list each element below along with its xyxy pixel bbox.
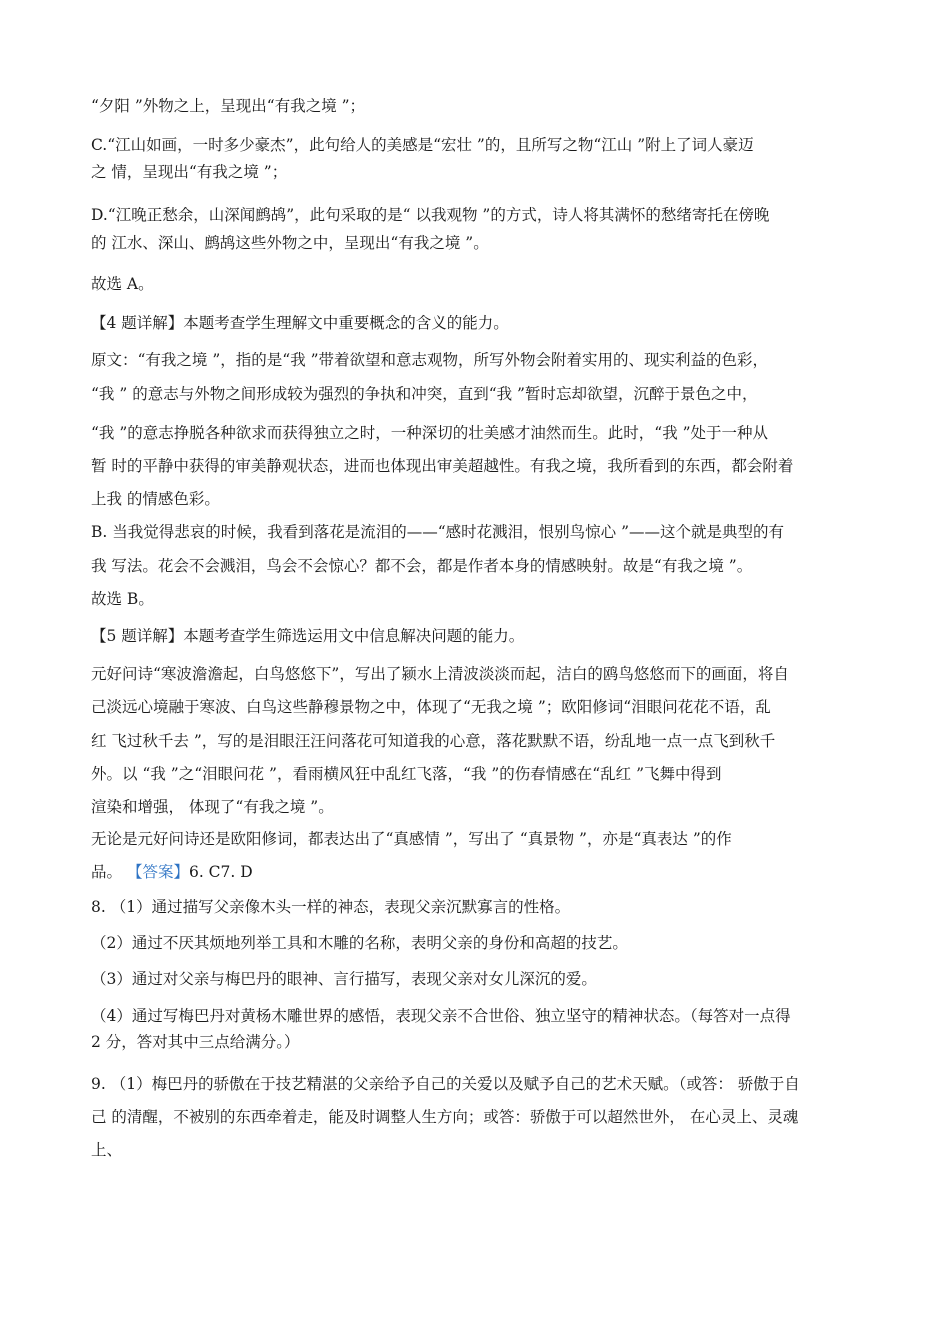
q8-line: 2 分，答对其中三点给满分。） — [91, 1033, 300, 1051]
text-line: C.“江山如画，一时多少豪杰”，此句给人的美感是“宏壮 ”的，且所写之物“江山 ”附上了词人豪迈 — [91, 136, 754, 154]
q9-line: 上、 — [91, 1141, 123, 1159]
text-line: 暂 时的平静中获得的审美静观状态，进而也体现出审美超越性。有我之境，我所看到的东西，都会附着 — [91, 457, 794, 475]
text-line: 的 江水、深山、鹧鸪这些外物之中，呈现出“有我之境 ”。 — [91, 234, 489, 252]
answer-line — [91, 862, 253, 882]
text-line: 无论是元好问诗还是欧阳修词，都表达出了“真感情 ”，写出了 “真景物 ”，亦是“真表达 ”的作 — [91, 830, 732, 848]
answer-text: 6. C7. D — [188, 863, 253, 881]
text-line: 己淡远心境融于寒波、白鸟这些静穆景物之中，体现了“无我之境 ”；欧阳修词“泪眼问花花不语，乱 — [91, 698, 771, 716]
text-line: “我 ”的意志挣脱各种欲求而获得独立之时，一种深切的壮美感才油然而生。此时，“我 ”处于一种从 — [91, 424, 769, 442]
text-line: 上我 的情感色彩。 — [91, 490, 220, 508]
q9-line: 9. （1）梅巴丹的骄傲在于技艺精湛的父亲给予自己的关爱以及赋予自己的艺术天赋。（或答： 骄傲于自 — [91, 1075, 800, 1093]
text-line: 故选 A。 — [91, 275, 154, 293]
q8-line: （3）通过对父亲与梅巴丹的眼神、言行描写，表现父亲对女儿深沉的爱。 — [91, 970, 597, 988]
text-line: 红 飞过秋千去 ”，写的是泪眼汪汪问落花可知道我的心意，落花默默不语，纷乱地一点一点飞到秋千 — [91, 732, 776, 750]
text-line: 我 写法。花会不会溅泪，鸟会不会惊心？都不会，都是作者本身的情感映射。故是“有我之境 ”。 — [91, 557, 753, 575]
text-line: D.“江晚正愁余，山深闻鹧鸪”，此句采取的是“ 以我观物 ”的方式，诗人将其满怀的愁绪寄托在傍晚 — [91, 206, 770, 224]
q9-line: 己 的清醒，不被别的东西牵着走，能及时调整人生方向；或答：骄傲于可以超然世外， 在心灵上、灵魂 — [91, 1108, 799, 1126]
text-line: 元好问诗“寒波澹澹起，白鸟悠悠下”，写出了颍水上清波淡淡而起，洁白的鸥鸟悠悠而下的画面，将自 — [91, 665, 789, 683]
q8-line: （4）通过写梅巴丹对黄杨木雕世界的感悟，表现父亲不合世俗、独立坚守的精神状态。（每答对一点得 — [91, 1007, 791, 1025]
text-line: “夕阳 ”外物之上，呈现出“有我之境 ”； — [91, 97, 366, 115]
q8-line: （2）通过不厌其烦地列举工具和木雕的名称，表明父亲的身份和高超的技艺。 — [91, 934, 628, 952]
text-line: 原文：“有我之境 ”，指的是“我 ”带着欲望和意志观物，所写外物会附着实用的、现实利益的色彩， — [91, 351, 769, 369]
q8-line: 8. （1）通过描写父亲像木头一样的神态，表现父亲沉默寡言的性格。 — [91, 898, 571, 916]
text-line: 故选 B。 — [91, 590, 154, 608]
section-heading: 【5 题详解】本题考查学生筛选运用文中信息解决问题的能力。 — [91, 627, 525, 645]
section-heading: 【4 题详解】本题考查学生理解文中重要概念的含义的能力。 — [91, 314, 509, 332]
text-line: B. 当我觉得悲哀的时候，我看到落花是流泪的——“感时花溅泪，恨别鸟惊心 ”——这个就是典型的有 — [91, 523, 785, 541]
text-line: 之 情，呈现出“有我之境 ”； — [91, 163, 288, 181]
text-line: 外。以 “我 ”之“泪眼问花 ”，看雨横风狂中乱红飞落，“我 ”的伤春情感在“乱红 ”飞舞中得到 — [91, 765, 722, 783]
answer-tag: 【答案】 — [126, 863, 189, 881]
answer-prefix: 品。 — [91, 863, 127, 881]
text-line: “我 ” 的意志与外物之间形成较为强烈的争执和冲突，直到“我 ”暂时忘却欲望，沉醉于景色之中， — [91, 385, 758, 403]
text-line: 渲染和增强， 体现了“有我之境 ”。 — [91, 798, 334, 816]
